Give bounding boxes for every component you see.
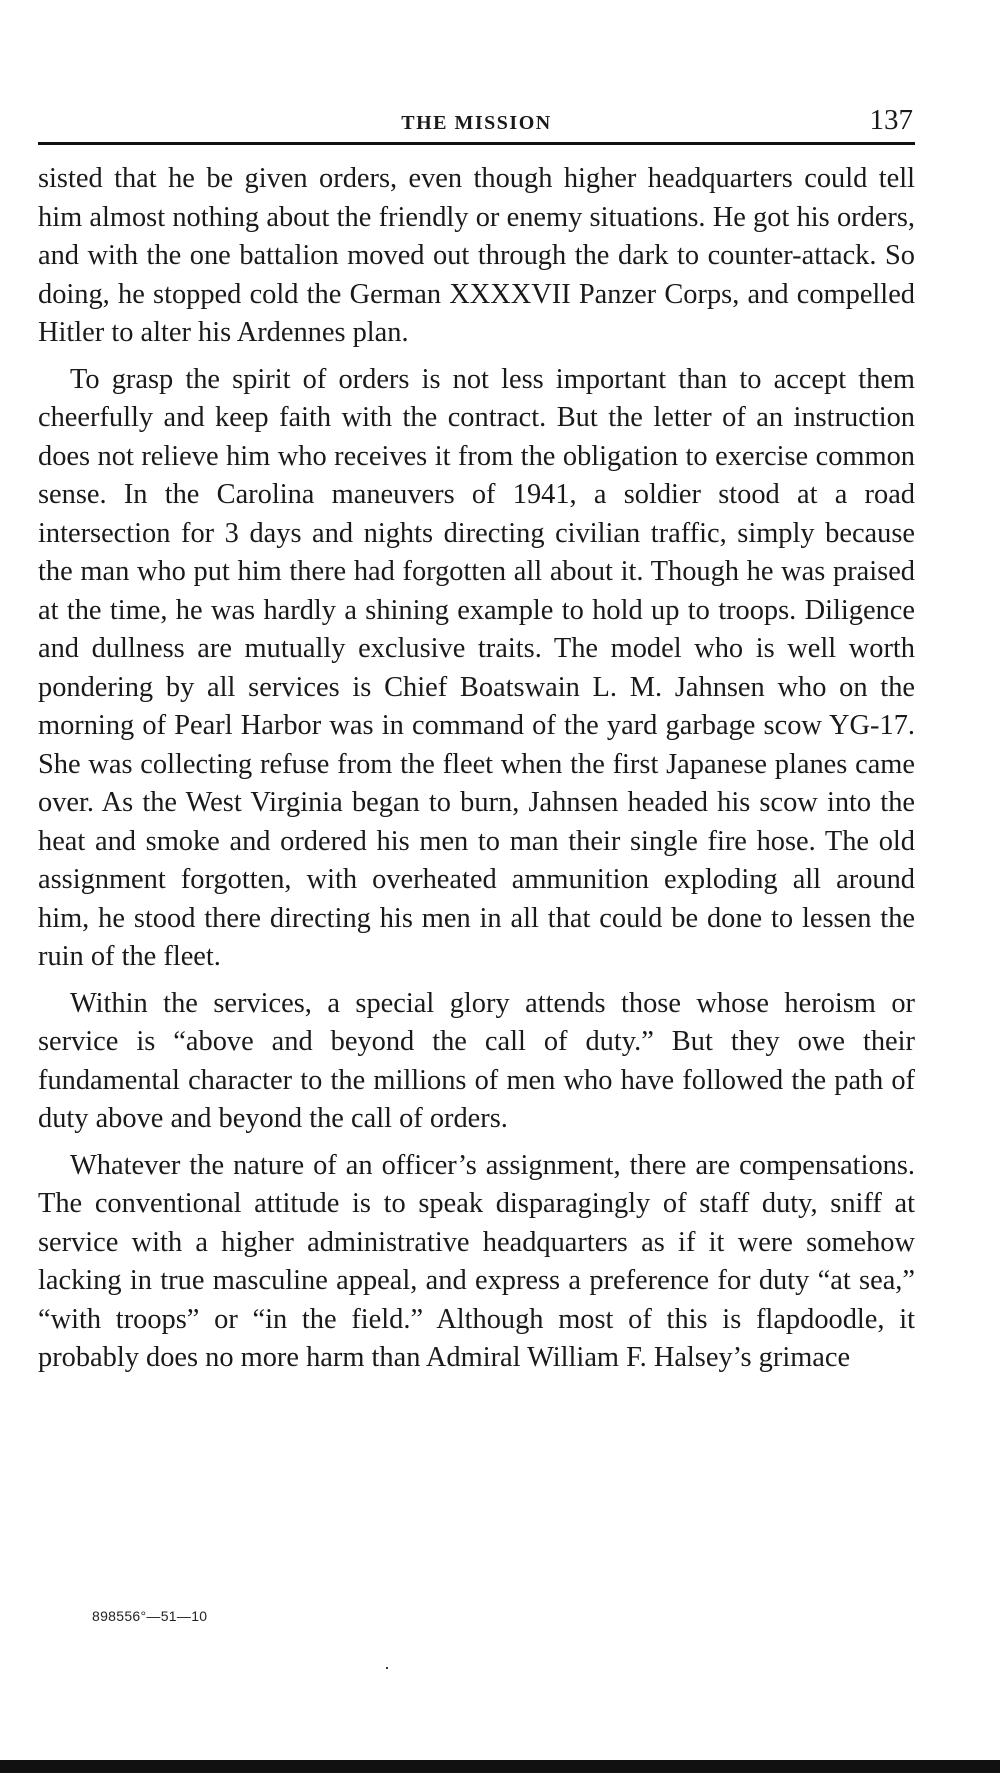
running-title: THE MISSION — [401, 112, 552, 134]
body-text — [38, 160, 915, 1386]
paragraph-continued: sisted that he be given orders, even though higher headquarters could tell him almost nothing about the friendly or enemy situations. He got his orders, and with the one battalion moved out through the dark to counter-attack. So doing, he stopped cold the German XXXXVII Panzer Corps, and compelled Hitler to alter his Ardennes plan. — [38, 163, 915, 348]
paragraph-compensations: Whatever the nature of an officer’s assignment, there are compensations. The conventional attitude is to speak disparagingly of staff duty, sniff at service with a higher administrative headquarters as if it were somehow lacking in true masculine appeal, and express a preference for duty “at sea,” “with troops” or “in the field.” Although most of this is flapdoodle, it probably does no more harm than Admiral William F. Halsey’s grimace — [38, 1149, 915, 1373]
page-number: 137 — [869, 104, 913, 136]
running-header — [38, 100, 915, 145]
paragraph-call-of-duty: Within the services, a special glory attends those whose heroism or service is “above and beyond the call of duty.” But they owe their fundamental character to the millions of men who have followed the path of duty above and beyond the call of orders. — [38, 987, 915, 1134]
scan-bottom-edge — [0, 1760, 1000, 1773]
print-code: 898556°—51—10 — [92, 1608, 208, 1624]
paragraph-spirit-of-orders: To grasp the spirit of orders is not less important than to accept them cheerfully and keep faith with the contract. But the letter of an instruction does not relieve him who receives it from the obligation to exercise common sense. In the Carolina maneuvers of 1941, a soldier stood at a road intersection for 3 days and nights directing civilian traffic, simply because the man who put him there had forgotten all about it. Though he was praised at the time, he was hardly a shining example to hold up to troops. Diligence and dullness are mutually exclusive traits. The model who is well worth pondering by all services is Chief Boatswain L. M. Jahnsen who on the morning of Pearl Harbor was in command of the yard garbage scow YG-17. She was collecting refuse from the fleet when the first Japanese planes came over. As the West Virginia began to burn, Jahnsen headed his scow into the heat and smoke and ordered his men to man their single fire hose. The old assignment forgotten, with overheated ammunition exploding all around him, he stood there directing his men in all that could be done to lessen the ruin of the fleet. — [38, 363, 915, 972]
scan-speck — [386, 1667, 388, 1669]
